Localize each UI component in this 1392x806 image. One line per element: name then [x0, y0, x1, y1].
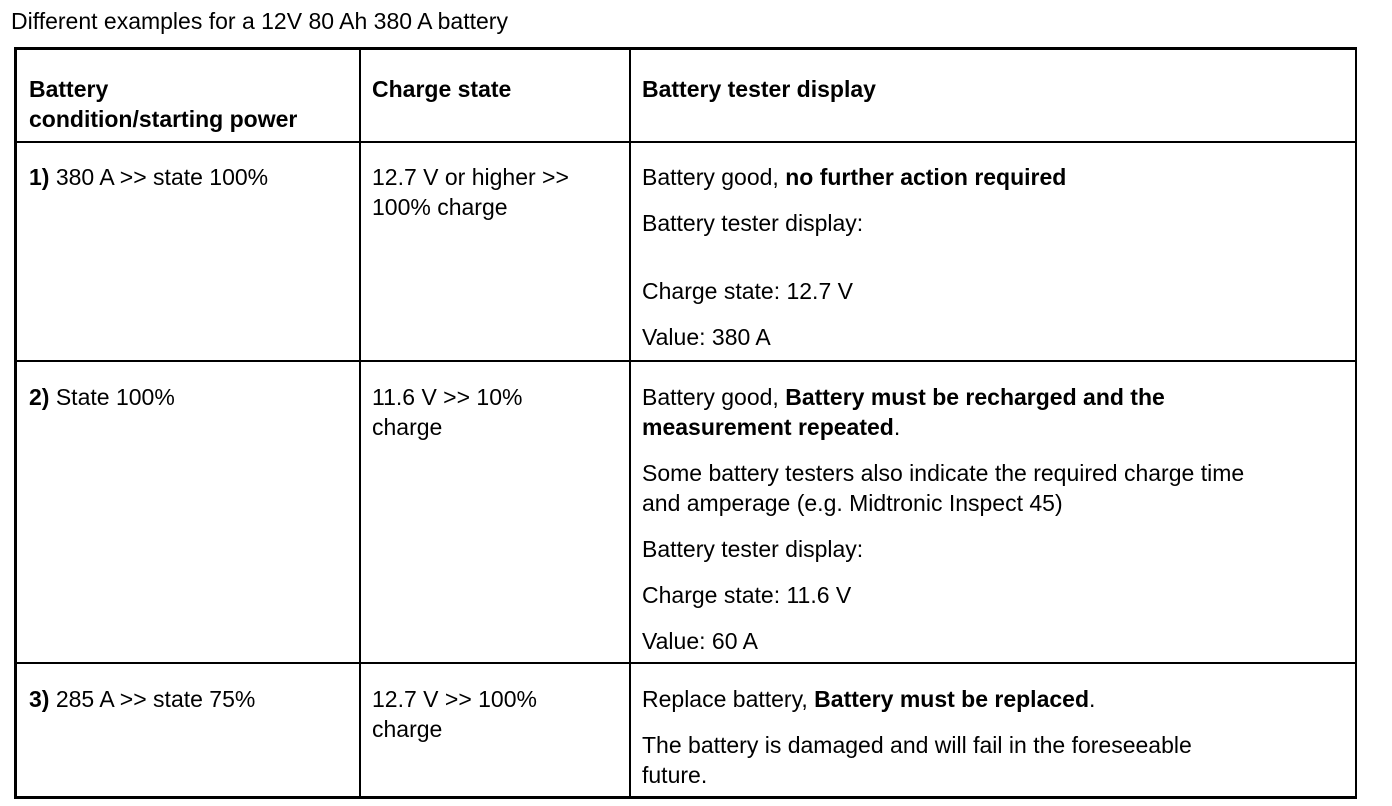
charge-time-note: Some battery testers also indicate the required charge time	[642, 460, 1245, 486]
status-line: Replace battery, Battery must be replaced.	[642, 686, 1096, 712]
table-row-2-condition	[29, 382, 175, 412]
row-number: 1)	[29, 164, 50, 190]
table-row-1-charge: 12.7 V or higher >> 100% charge	[372, 164, 569, 220]
condition-text: State 100%	[55, 384, 175, 410]
condition-text: 380 A >> state 100%	[55, 164, 269, 190]
table-row-3-charge: 12.7 V >> 100% charge	[372, 686, 537, 742]
header-tester-display: Battery tester display	[642, 76, 876, 102]
row-number: 3)	[29, 686, 50, 712]
charge-time-note-continued: and amperage (e.g. Midtronic Inspect 45)	[642, 490, 1063, 516]
status-line-continued: measurement repeated.	[642, 414, 901, 440]
table-row-3-display	[642, 684, 1192, 790]
damage-note: The battery is damaged and will fail in the foreseeable	[642, 732, 1192, 758]
battery-examples-table	[14, 47, 1357, 799]
status-line: Battery good, Battery must be recharged and the	[642, 384, 1165, 410]
display-label: Battery tester display:	[642, 210, 864, 236]
row-divider	[17, 662, 1355, 664]
header-battery-condition: Battery condition/starting power	[29, 76, 298, 132]
table-row-1-display	[642, 162, 1066, 352]
status-line: Battery good, no further action required	[642, 164, 1067, 190]
table-row-2-display	[642, 382, 1244, 656]
value-reading: Value: 60 A	[642, 628, 758, 654]
column-divider	[359, 50, 361, 796]
charge-state-reading: Charge state: 11.6 V	[642, 582, 852, 608]
table-caption: Different examples for a 12V 80 Ah 380 A battery	[11, 8, 508, 34]
damage-note-continued: future.	[642, 762, 708, 788]
column-divider	[629, 50, 631, 796]
row-divider	[17, 360, 1355, 362]
value-reading: Value: 380 A	[642, 324, 771, 350]
condition-text: 285 A >> state 75%	[55, 686, 256, 712]
display-label: Battery tester display:	[642, 536, 864, 562]
header-charge-state: Charge state	[372, 76, 512, 102]
row-divider	[17, 141, 1355, 143]
row-number: 2)	[29, 384, 50, 410]
charge-state-reading: Charge state: 12.7 V	[642, 278, 853, 304]
table-row-2-charge: 11.6 V >> 10% charge	[372, 384, 523, 440]
table-row-3-condition	[29, 684, 255, 714]
table-row-1-condition	[29, 162, 268, 192]
